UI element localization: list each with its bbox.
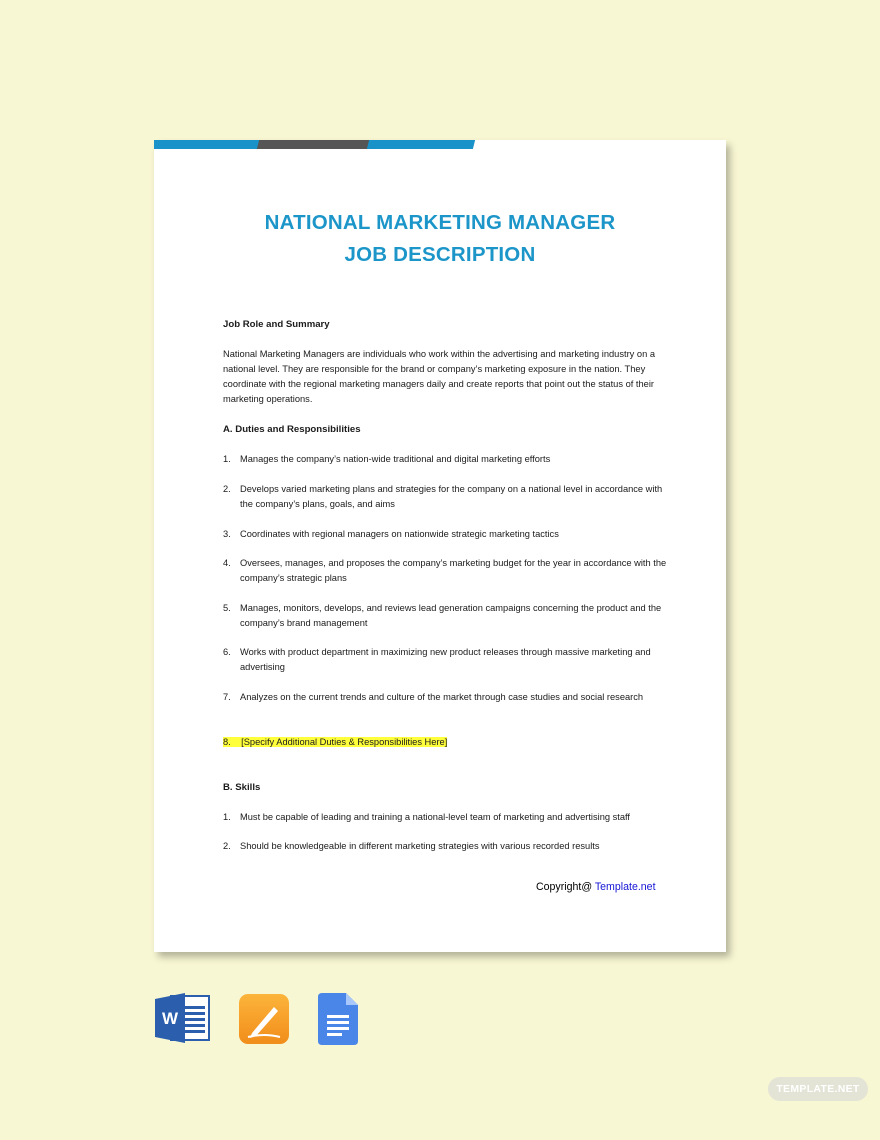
skill-text: Should be knowledgeable in different marketing strategies with various recorded results — [240, 841, 600, 851]
duty-number: 1. — [223, 454, 231, 464]
duty-text: Works with product department in maximizing new product releases through massive marketing and advertising — [240, 647, 651, 672]
document-title-line1: NATIONAL MARKETING MANAGER — [264, 211, 616, 234]
pages-icon[interactable] — [238, 993, 290, 1050]
google-docs-icon[interactable] — [318, 993, 358, 1050]
header-bar-gray — [257, 140, 371, 149]
duty-text: Coordinates with regional managers on nationwide strategic marketing tactics — [240, 529, 559, 539]
duty-number: 7. — [223, 692, 231, 702]
duty-text: Develops varied marketing plans and strategies for the company on a national level in accordance with the company’s plans, goals, and aims — [240, 484, 663, 509]
duty-number: 5. — [223, 603, 231, 613]
copyright-link[interactable]: Template.net — [594, 881, 656, 893]
template-net-watermark: TEMPLATE.NET — [768, 1077, 868, 1101]
duty-number: 4. — [223, 558, 231, 568]
header-bar-blue-2 — [367, 140, 475, 149]
skill-text: Must be capable of leading and training a national-level team of marketing and advertising staff — [240, 812, 631, 822]
svg-text:W: W — [161, 1009, 179, 1028]
duty-number: 3. — [223, 529, 231, 539]
summary-paragraph: National Marketing Managers are individuals who work within the advertising and marketing industry on a national level. They are responsible for the brand or company’s marketing exposure in the nation. They coordinate with the regional marketing managers daily and create reports that point out the status of their marketing operations. — [223, 349, 656, 404]
duty-text: Manages the company’s nation-wide traditional and digital marketing efforts — [240, 454, 551, 464]
duty-number: 8. — [223, 737, 231, 747]
duty-text: Analyzes on the current trends and culture of the market through case studies and social research — [240, 692, 644, 702]
header-bar-blue — [154, 140, 264, 149]
duty-text: [Specify Additional Duties & Responsibilities Here] — [241, 737, 448, 747]
duty-text: Oversees, manages, and proposes the company’s marketing budget for the year in accordance with the company’s strategic plans — [240, 558, 667, 583]
summary-heading: Job Role and Summary — [223, 319, 330, 330]
duty-number: 6. — [223, 647, 231, 657]
skill-number: 2. — [223, 841, 231, 851]
placeholder-highlight — [223, 737, 447, 747]
copyright-line — [536, 881, 656, 893]
duty-text: Manages, monitors, develops, and reviews lead generation campaigns concerning the product and the company’s brand management — [240, 603, 662, 628]
skills-heading: B. Skills — [223, 782, 261, 793]
copyright-label: Copyright@ — [536, 881, 593, 893]
word-icon[interactable] — [155, 993, 211, 1048]
document-page — [154, 140, 726, 952]
duty-item-placeholder — [223, 735, 668, 750]
document-title-line2: JOB DESCRIPTION — [344, 243, 536, 266]
duties-heading: A. Duties and Responsibilities — [223, 424, 361, 435]
duty-number: 2. — [223, 484, 231, 494]
skill-number: 1. — [223, 812, 231, 822]
